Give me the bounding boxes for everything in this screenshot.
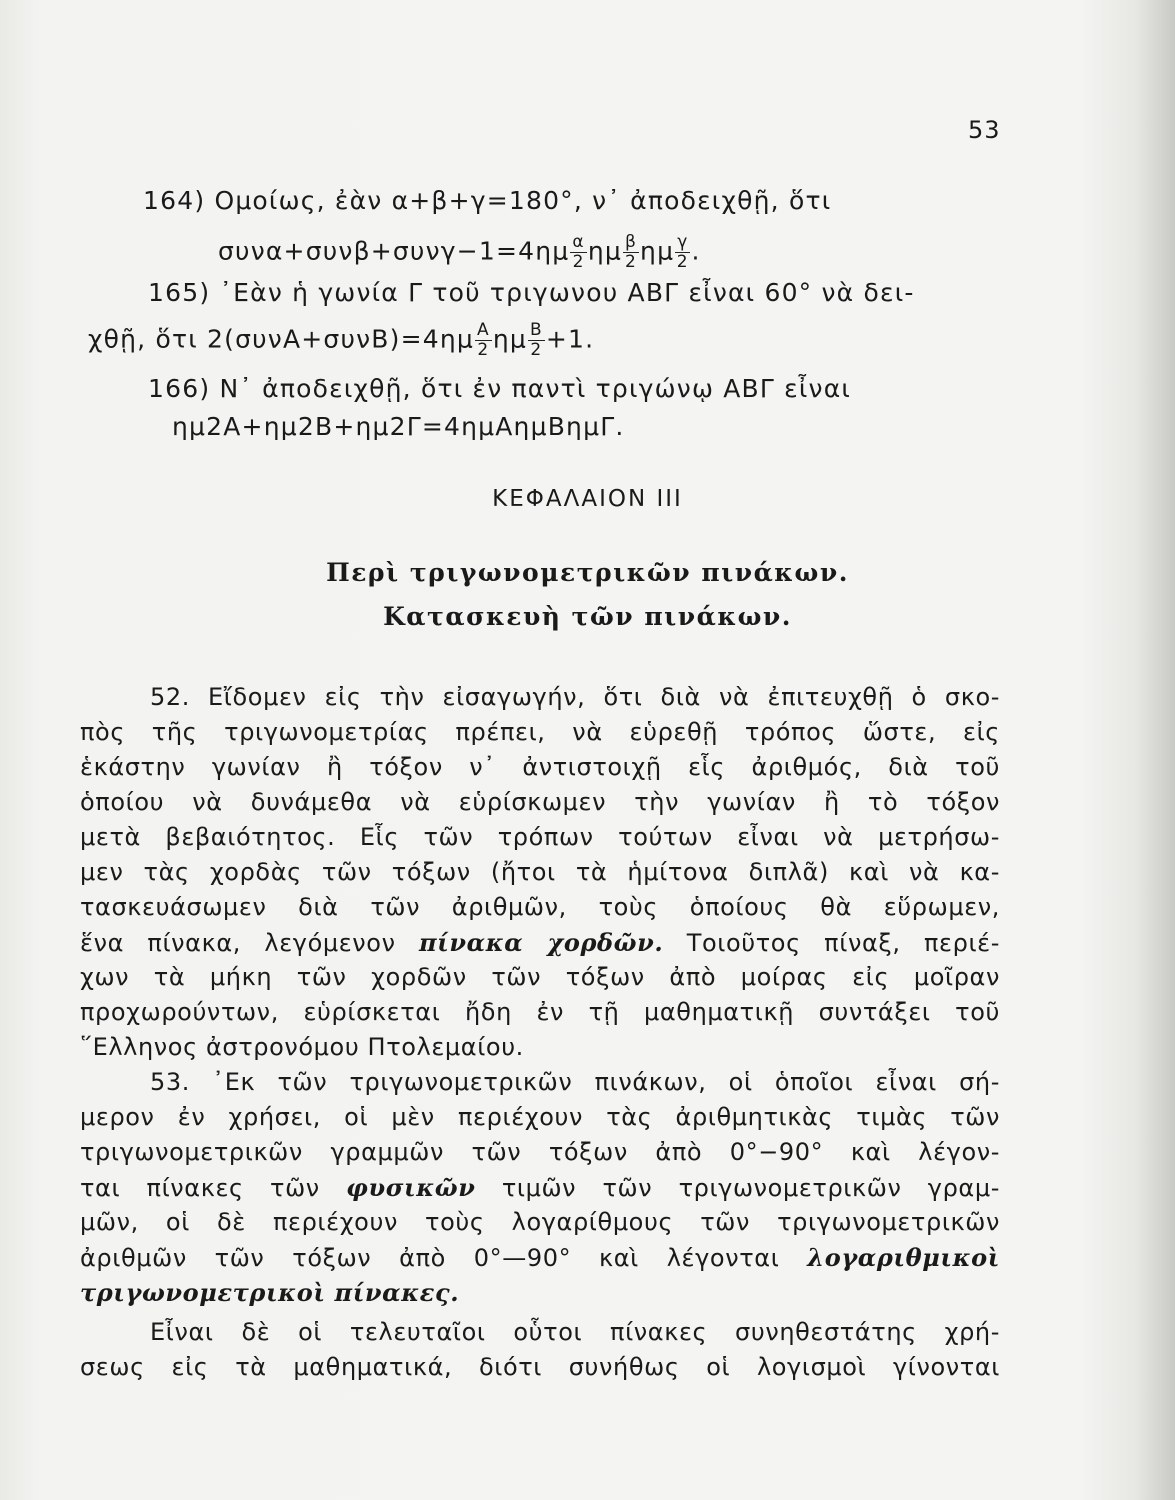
section-title: Περὶ τριγωνομετρικῶν πινάκων. [326,558,849,587]
paragraph-line: μερον ἐν χρήσει, οἱ μὲν περιέχουν τὰς ἀριθμητικὰς τιμὰς τῶν [80,1103,1000,1131]
text-span: Τοιοῦτος πίναξ, περιέ- [686,929,1000,957]
paragraph-line: μεν τὰς χορδὰς τῶν τόξων (ἤτοι τὰ ἡμίτονα διπλᾶ) καὶ νὰ κα- [80,858,1000,886]
paragraph-line: ὁποίου νὰ δυνάμεθα νὰ εὑρίσκωμεν τὴν γωνίαν ἢ τὸ τόξον [80,788,1000,816]
paragraph-line: ῞Ελληνος ἀστρονόμου Πτολεμαίου. [80,1033,524,1061]
numerator: α [572,232,585,252]
numerator: β [624,232,638,252]
paragraph-line: 53. ᾽Εκ τῶν τριγωνομετρικῶν πινάκων, οἱ ὁποῖοι εἶναι σή- [150,1068,1000,1096]
paragraph-line: χων τὰ μήκη τῶν χορδῶν τῶν τόξων ἀπὸ μοίρας εἰς μοῖραν [80,963,1000,991]
formula-text: +1. [545,324,595,354]
paragraph-line: προχωρούντων, εὑρίσκεται ἤδη ἐν τῇ μαθηματικῇ συντάξει τοῦ [80,998,1000,1026]
formula-text: συνα+συνβ+συνγ−1=4ημ [218,236,570,266]
paragraph-line: ἑκάστην γωνίαν ἢ τόξον ν᾽ ἀντιστοιχῇ εἷς ἀριθμός, διὰ τοῦ [80,753,1000,781]
denominator: 2 [624,252,638,272]
fraction [570,234,586,271]
emphasis-term: τριγωνομετρικοὶ πίνακες. [80,1278,460,1307]
fraction [528,322,545,359]
exercise-text: Ομοίως, ἐὰν α+β+γ=180°, ν᾽ ἀποδειχθῇ, ὅτι [214,186,832,215]
paragraph-line: μετὰ βεβαιότητος. Εἷς τῶν τρόπων τούτων εἶναι νὰ μετρήσω- [80,823,1000,851]
formula-text: ημ2Α+ημ2Β+ημ2Γ=4ημΑημΒημΓ. [172,412,625,441]
text-span: ται πίνακες τῶν [80,1174,320,1202]
paragraph-line [80,1278,1000,1307]
denominator: 2 [572,252,585,272]
emphasis-term: φυσικῶν [346,1173,476,1202]
text-span: ἕνα πίνακα, λεγόμενον [80,929,396,957]
exercise-number: 164) [143,186,206,215]
exercise-164-formula [218,234,701,271]
paragraph-line: τασκευάσωμεν διὰ τῶν ἀριθμῶν, τοὺς ὁποίους θὰ εὕρωμεν, [80,893,1000,921]
paragraph-line: πὸς τῆς τριγωνομετρίας πρέπει, νὰ εὑρεθῇ τρόπος ὥστε, εἰς [80,718,1000,746]
formula-text: ημ [587,236,622,266]
page-edge-shadow [1135,0,1175,1500]
exercise-text: Ν᾽ ἀποδειχθῇ, ὅτι ἐν παντὶ τριγώνῳ ΑΒΓ εἶναι [219,374,852,403]
formula-text: ημ [492,324,527,354]
formula-text: . [691,236,701,266]
denominator: 2 [477,340,490,360]
formula-text: ημ [640,236,675,266]
emphasis-term: πίνακα χορδῶν. [419,928,664,957]
exercise-165-formula [88,322,594,359]
fraction [475,322,492,359]
denominator: 2 [676,252,689,272]
emphasis-term: λογαριθμικοὶ [807,1243,1001,1272]
exercise-text: ᾽Εὰν ἡ γωνία Γ τοῦ τριγωνου ΑΒΓ εἶναι 60° νὰ δει- [219,278,915,307]
paragraph-line [80,928,1000,957]
exercise-164 [143,186,831,215]
exercise-number: 165) [148,278,211,307]
fraction [623,234,639,271]
exercise-166 [148,374,851,403]
paragraph-line: σεως εἰς τὰ μαθηματικά, διότι συνήθως οἱ λογισμοὶ γίνονται [80,1353,1000,1381]
page-number: 53 [968,116,1001,144]
chapter-title: ΚΕΦΑΛΑΙΟΝ III [492,486,683,512]
text-span: τιμῶν τῶν τριγωνομετρικῶν γραμ- [501,1174,1000,1202]
exercise-number: 166) [148,374,211,403]
fraction [675,234,690,271]
numerator: Β [530,320,543,340]
paragraph-line: μῶν, οἱ δὲ περιέχουν τοὺς λογαρίθμους τῶν τριγωνομετρικῶν [80,1208,1000,1236]
numerator: Α [477,320,490,340]
text-span: ἀριθμῶν τῶν τόξων ἀπὸ 0°—90° καὶ λέγονται [80,1244,780,1272]
paragraph-line: 52. Εἴδομεν εἰς τὴν εἰσαγωγήν, ὅτι διὰ νὰ ἐπιτευχθῇ ὁ σκο- [150,683,1000,711]
paragraph-line: τριγωνομετρικῶν γραμμῶν τῶν τόξων ἀπὸ 0°−90° καὶ λέγον- [80,1138,1000,1166]
denominator: 2 [530,340,543,360]
numerator: γ [677,232,689,252]
section-subtitle: Κατασκευὴ τῶν πινάκων. [383,602,792,631]
exercise-165 [148,278,915,307]
exercise-166-formula [172,412,624,441]
paragraph-line: Εἶναι δὲ οἱ τελευταῖοι οὗτοι πίνακες συνηθεστάτης χρή- [150,1318,1000,1346]
paragraph-line [80,1173,1000,1202]
formula-text: χθῇ, ὅτι 2(συνΑ+συνΒ)=4ημ [88,324,474,354]
paragraph-line [80,1243,1000,1272]
